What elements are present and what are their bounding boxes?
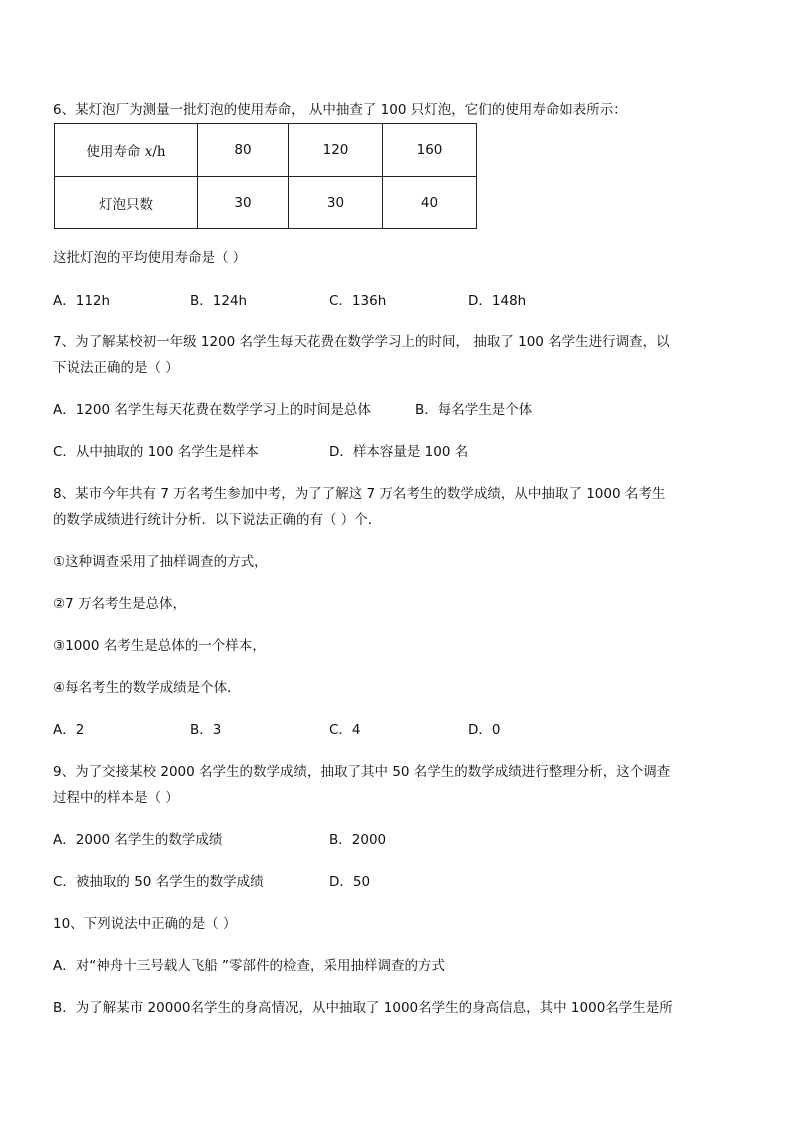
q7-option-b: B．每名学生是个体: [415, 402, 533, 418]
q7-stem-line2: 下说法正确的是（ ）: [53, 360, 179, 376]
q8-stem-line2: 的数学成绩进行统计分析．以下说法正确的有（ ）个．: [53, 512, 382, 528]
table-cell: 40: [383, 177, 477, 229]
q8-option-d: D．0: [468, 722, 501, 738]
q8-option-b: B．3: [190, 722, 222, 738]
table-row-lifespan: [55, 124, 477, 177]
table-header-lifespan: [55, 124, 198, 177]
table-header-count: 灯泡只数: [55, 177, 198, 229]
q10-stem: 10、下列说法中正确的是（ ）: [53, 916, 237, 932]
lifespan-unit: /h: [152, 144, 166, 160]
q8-option-a: A．2: [53, 722, 85, 738]
q8-stem-line1: 8、某市今年共有 7 万名考生参加中考，为了了解这 7 万名考生的数学成绩，从中抽取了 1000 名考生: [53, 486, 666, 502]
q7-option-d: D．样本容量是 100 名: [329, 444, 469, 460]
q6-stem: 6、某灯泡厂为测量一批灯泡的使用寿命， 从中抽查了 100 只灯泡，它们的使用寿命如表所示：: [53, 102, 627, 118]
q9-option-c: C．被抽取的 50 名学生的数学成绩: [53, 874, 264, 890]
table-row-count: [55, 177, 477, 229]
table-cell: 30: [198, 177, 289, 229]
q9-stem-line1: 9、为了交接某校 2000 名学生的数学成绩，抽取了其中 50 名学生的数学成绩进行整理分析，这个调查: [53, 764, 671, 780]
q8-statement-2: ②7 万名考生是总体，: [53, 596, 186, 612]
q9-option-a: A．2000 名学生的数学成绩: [53, 832, 223, 848]
table-cell: 80: [198, 124, 289, 177]
table-cell: 120: [289, 124, 383, 177]
q10-option-a: A．对“神舟十三号载人飞船 ”零部件的检查，采用抽样调查的方式: [53, 958, 446, 974]
q7-option-a: A．1200 名学生每天花费在数学学习上的时间是总体: [53, 402, 371, 418]
table-cell: 160: [383, 124, 477, 177]
q6-option-c: C．136h: [329, 293, 387, 309]
q9-stem-line2: 过程中的样本是（ ）: [53, 790, 179, 806]
q8-statement-1: ①这种调查采用了抽样调查的方式，: [53, 554, 268, 570]
q6-question: 这批灯泡的平均使用寿命是（ ）: [53, 250, 247, 266]
q8-option-c: C．4: [329, 722, 361, 738]
q7-stem-line1: 7、为了解某校初一年级 1200 名学生每天花费在数学学习上的时间， 抽取了 100 名学生进行调查，以: [53, 334, 670, 350]
q6-option-d: D．148h: [468, 293, 527, 309]
q6-lifespan-table: [54, 123, 477, 229]
table-cell: 30: [289, 177, 383, 229]
q6-option-a: A．112h: [53, 293, 111, 309]
q8-statement-4: ④每名考生的数学成绩是个体．: [53, 680, 241, 696]
q9-option-b: B．2000: [329, 832, 387, 848]
q8-statement-3: ③1000 名考生是总体的一个样本，: [53, 638, 266, 654]
q6-option-b: B．124h: [190, 293, 248, 309]
lifespan-variable: x: [144, 144, 153, 160]
lifespan-label-text: 使用寿命: [86, 144, 145, 160]
q10-option-b: B．为了解某市 20000名学生的身高情况，从中抽取了 1000名学生的身高信息，其中 1000名学生是所: [53, 1000, 673, 1016]
q7-option-c: C．从中抽取的 100 名学生是样本: [53, 444, 259, 460]
q9-option-d: D．50: [329, 874, 371, 890]
